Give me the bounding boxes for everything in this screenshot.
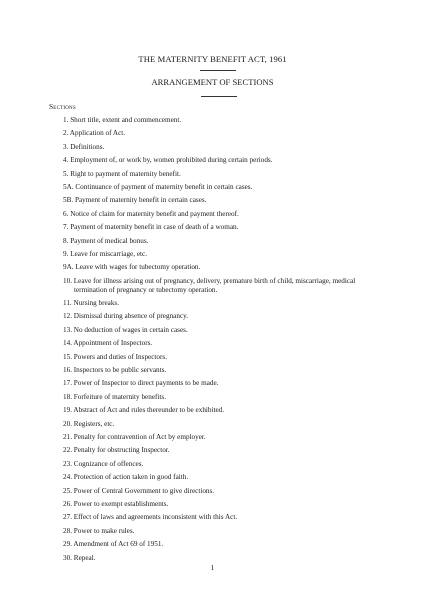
page-number: 1: [210, 563, 215, 572]
title-divider: [200, 70, 236, 71]
toc-entry-text: 4. Employment of, or work by, women prohibited during certain periods.: [63, 156, 273, 165]
toc-entry-text: 16. Inspectors to be public servants.: [63, 366, 167, 375]
toc-entry: [63, 353, 383, 362]
act-title: THE MATERNITY BENEFIT ACT, 1961: [138, 54, 287, 64]
toc-entry: [63, 446, 383, 455]
toc-entry: [63, 554, 383, 563]
arrangement-title: ARRANGEMENT OF SECTIONS: [151, 77, 274, 87]
toc-entry: [63, 277, 383, 295]
toc-entry-text: 27. Effect of laws and agreements inconsistent with this Act.: [63, 513, 238, 522]
toc-entry-text: 17. Power of Inspector to direct payments to be made.: [63, 379, 219, 388]
toc-entry: [63, 366, 383, 375]
toc-entry-text: 25. Power of Central Government to give directions.: [63, 486, 215, 495]
toc-entry-text: 9A. Leave with wages for tubectomy operation.: [63, 263, 201, 272]
toc-entry-text: 30. Repeal.: [63, 553, 96, 562]
toc-entry-text: 5A. Continuance of payment of maternity benefit in certain cases.: [63, 182, 253, 191]
toc-entry-text: 2. Application of Act.: [63, 129, 126, 138]
toc-entry-text: 26. Power to exempt establishments.: [63, 499, 169, 508]
toc-entry-text: 14. Appointment of Inspectors.: [63, 339, 153, 348]
toc-entry: [63, 339, 383, 348]
toc-entry: [63, 487, 383, 496]
toc-entry-text: 24. Protection of action taken in good faith.: [63, 473, 189, 482]
toc-entry: [63, 156, 383, 165]
toc-entry: [63, 170, 383, 179]
toc-entry: [63, 143, 383, 152]
toc-entry: [63, 393, 383, 402]
toc-entry: [63, 116, 383, 125]
toc-entry-text: 20. Registers, etc.: [63, 419, 115, 428]
toc-entry-text: 23. Cognizance of offences.: [63, 459, 144, 468]
arrangement-divider: [201, 96, 237, 97]
toc-entry-text: 7. Payment of maternity benefit in case of death of a woman.: [63, 223, 239, 232]
toc-entry: [63, 326, 383, 335]
toc-entry: [63, 263, 383, 272]
toc-entry-text: 8. Payment of medical bonus.: [63, 236, 149, 245]
toc-entry-text: 15. Powers and duties of Inspectors.: [63, 352, 168, 361]
toc-entry: [63, 223, 383, 232]
toc-entry-text: 5. Right to payment of maternity benefit.: [63, 169, 181, 178]
table-of-contents: [63, 116, 383, 567]
toc-entry-text: 11. Nursing breaks.: [63, 299, 120, 308]
toc-entry-text: 10. Leave for illness arising out of pregnancy, delivery, premature birth of child, miscarriage, medical: [63, 276, 356, 285]
toc-entry-text: 9. Leave for miscarriage, etc.: [63, 249, 148, 258]
toc-entry-text: 6. Notice of claim for maternity benefit and payment thereof.: [63, 209, 239, 218]
toc-entry-text: 13. No deduction of wages in certain cases.: [63, 325, 188, 334]
toc-entry: [63, 196, 383, 205]
toc-entry: [63, 513, 383, 522]
toc-entry: [63, 527, 383, 536]
toc-entry: [63, 379, 383, 388]
toc-entry: [63, 500, 383, 509]
toc-entry-text: 18. Forfeiture of maternity benefits.: [63, 392, 166, 401]
toc-entry-text: 22. Penalty for obstructing Inspector.: [63, 446, 170, 455]
toc-entry: [63, 460, 383, 469]
toc-entry-text: 1. Short title, extent and commencement.: [63, 116, 182, 124]
sections-label: Sections: [49, 102, 76, 111]
toc-entry-text: 5B. Payment of maternity benefit in certain cases.: [63, 196, 207, 205]
toc-entry-text: 21. Penalty for contravention of Act by employer.: [63, 432, 206, 441]
toc-entry-text: 28. Power to make rules.: [63, 526, 135, 535]
toc-entry: [63, 540, 383, 549]
toc-entry-text: 3. Definitions.: [63, 142, 105, 151]
toc-entry: [63, 129, 383, 138]
toc-entry: [63, 299, 383, 308]
toc-entry-continuation: termination of pregnancy or tubectomy operation.: [74, 285, 218, 294]
toc-entry: [63, 250, 383, 259]
toc-entry-text: 19. Abstract of Act and rules thereunder to be exhibited.: [63, 406, 225, 415]
toc-entry: [63, 420, 383, 429]
toc-entry-text: 12. Dismissal during absence of pregnancy.: [63, 312, 189, 321]
toc-entry-text: 29. Amendment of Act 69 of 1951.: [63, 540, 164, 549]
toc-entry: [63, 433, 383, 442]
toc-entry: [63, 312, 383, 321]
toc-entry: [63, 237, 383, 246]
toc-entry: [63, 210, 383, 219]
toc-entry: [63, 473, 383, 482]
toc-entry: [63, 183, 383, 192]
toc-entry: [63, 406, 383, 415]
